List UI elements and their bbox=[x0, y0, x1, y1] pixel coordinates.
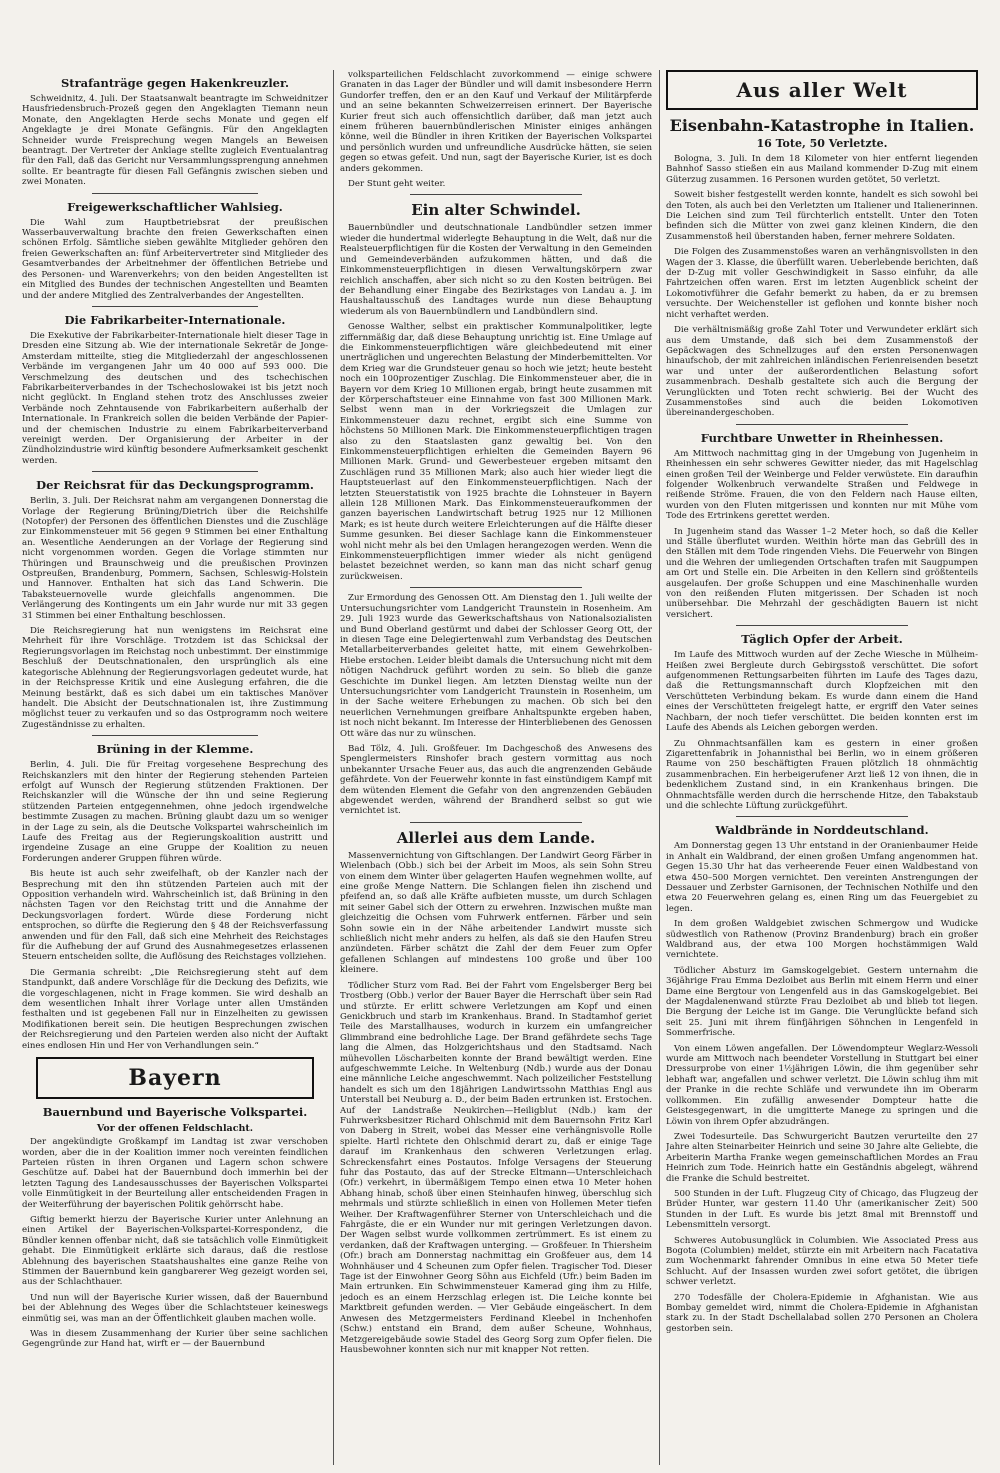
article-paragraph: Bologna, 3. Juli. In dem 18 Kilometer von hier entfernt liegenden Bahnhof Sasso stießen ein aus Mailand kommender D-Zug mit einem Güterzug zusammen. 16 Personen wurden getötet, 50 verletzt. bbox=[666, 154, 978, 185]
divider bbox=[92, 735, 258, 736]
section-title-bayern: Bayern bbox=[36, 1057, 314, 1099]
article-heading: Freigewerkschaftlicher Wahlsieg. bbox=[67, 199, 283, 214]
article-subheading: Vor der offenen Feldschlacht. bbox=[96, 1123, 254, 1135]
article-paragraph: Schweidnitz, 4. Juli. Der Staatsanwalt beantragte im Schweidnitzer Hausfriedensbruch-Prozeß gegen den Angeklagten Tiemann neun Monate, den Angeklagten Herde sechs Monate und gegen elf Angeklagte je drei Monate Gefängnis. Für den Angeklagten Schneider wurde Freisprechung wegen Mangels an Beweisen beantragt. Der Vertreter der Anklage stellte zugleich Eventualantrag für den Fall, daß das Gericht nur Versammlungssprengung annehmen sollte. Er beantragte für diesen Fall Gefängnis zwischen sieben und zwei Monaten. bbox=[22, 94, 328, 188]
article-paragraph: Am Mittwoch nachmittag ging in der Umgebung von Jugenheim in Rheinhessen ein sehr schweres Gewitter nieder, das mit Hagelschlag einen großen Teil der Weinberge und Felder verwüstete. Ein daraufhin folgender Wolkenbruch verwandelte Straßen und Feldwege in reißende Ströme. Frauen, die von den Feldern nach Hause eilten, wurden von den Fluten mitgerissen und konnten nur mit Mühe vom Tode des Ertrinkens gerettet werden. bbox=[666, 448, 978, 522]
divider bbox=[410, 194, 582, 195]
article-paragraph: Die Reichsregierung hat nun wenigstens im Reichsrat eine Mehrheit für ihre Vorschläge. Trotzdem ist das Schicksal der Regierungsvorlagen im Reichstag noch unbestimmt. Der einstimmige Beschluß der Deutschnationalen, den ursprünglich als eine kategorische Ablehnung der Regierungsvorlagen gedeutet wurde, hat in der Reichspresse Kritik und eine Auslegung erfahren, die die Meinung bestärkt, daß es sich dabei um ein taktisches Manöver handelt. Die Absicht der Deutschnationalen ist, ihre Zustimmung möglichst teuer zu verkaufen und so das Ostprogramm noch weitere Zugeständnisse zu erhalten. bbox=[22, 626, 328, 730]
article-heading: Der Reichsrat für das Deckungsprogramm. bbox=[36, 478, 314, 493]
article-paragraph: Am Donnerstag gegen 13 Uhr entstand in der Oranienbaumer Heide in Anhalt ein Waldbrand, der einen großen Umfang angenommen hat. Gegen 15.30 Uhr hat das verheerende Feuer einen Waldbestand von etwa 450–500 Morgen vernichtet. Den vereinten Anstrengungen der Dessauer und Zerbster Garnisonen, der Technischen Nothilfe und den etwa 20 Feuerwehren gelang es, einen Ring um das Feuergebiet zu legen. bbox=[666, 841, 978, 914]
article-paragraph: In dem großen Waldgebiet zwischen Schmergow und Wudicke südwestlich von Rathenow (Provinz Brandenburg) brach ein großer Waldbrand aus, der etwa 100 Morgen hochstämmigen Wald vernichtete. bbox=[666, 919, 978, 961]
article-paragraph: Bad Tölz, 4. Juli. Großfeuer. Im Dachgeschoß des Anwesens des Spenglermeisters Rinshofer brach gestern vormittag aus noch unbekannter Ursache Feuer aus, das auch die angrenzenden Gebäude gefährdete. Von der Feuerwehr konnte in fast einstündigem Kampf mit dem wütenden Element die Gefahr von den angrenzenden Gebäuden abgewendet werden, während der Brandherd selbst so gut wie vernichtet ist. bbox=[340, 743, 652, 817]
article-paragraph: volksparteilichen Feldschlacht zuvorkommend — einige schwere Granaten in das Lager der Bündler und will damit insbesondere Herrn Gundorfer treffen, den er an den Kauf und Verkauf der Militärpferde und an seine bekannten Schweizerreisen erinnert. Der Bayerische Kurier freut sich auch offensichtlich darüber, daß man jetzt auch einem früheren bauernbündlerischen Minister einiges anhängen könne, weil die Bündler in ihren Kritiken der Bayerischen Volkspartei und persönlich wurden und unfreundliche Ausdrücke hätten, sie seien gegen so etwas gefeit. Und nun, sagt der Bayerische Kurier, ist es doch anders gekommen. bbox=[340, 70, 652, 174]
column-3 bbox=[666, 70, 978, 1465]
article-heading: Furchtbare Unwetter in Rheinhessen. bbox=[700, 430, 944, 445]
divider bbox=[736, 424, 908, 425]
divider bbox=[736, 625, 908, 626]
article-heading: Brüning in der Klemme. bbox=[96, 742, 254, 757]
article-paragraph: Die Exekutive der Fabrikarbeiter-Internationale hielt dieser Tage in Dresden eine Sitzung ab. Wie der internationale Sekretär de Jonge-Amsterdam mitteilte, stieg die Mitgliederzahl der angeschlossenen Verbände im vergangenen Jahr um 40 000 auf 593 000. Die Verschmelzung des deutschen und des tschechischen Fabrikarbeiterverbandes in der Tschechoslowakei ist bis jetzt noch nicht geglückt. In England stehen trotz des Anschlusses zweier Verbände noch Zehntausende von Fabrikarbeitern außerhalb der Internationale. In Frankreich sollen die beiden Verbände der Papier- und der chemischen Industrie zu einem Fabrikarbeiterverband vereinigt werden. Der Organisierung der Arbeiter in der Zündholzindustrie wird künftig besondere Aufmerksamkeit geschenkt werden. bbox=[22, 330, 328, 466]
article-paragraph: Die Folgen des Zusammenstoßes waren an verhängnisvollsten in den Wagen der 3. Klasse, die überfüllt waren. Ueberlebende berichten, daß der D-Zug mit voller Geschwindigkeit in Sasso einfuhr, da alle Fahrtzeichen offen waren. Erst im letzten Augenblick scheint der Lokomotivführer die Gefahr bemerkt zu haben, da er zu bremsen versuchte. Der Weichensteller ist geflohen und konnte bisher noch nicht verhaftet werden. bbox=[666, 247, 978, 320]
article-paragraph: Tödlicher Absturz im Gamskogelgebiet. Gestern unternahm die 36jährige Frau Emma Dezloibet aus Berlin mit einem Herrn und einer Dame eine Bergtour von Lengenfeld aus in das Gamskogelgebiet. Bei der Magdalenenwand stürzte Frau Dezloibet ab und blieb tot liegen. Die Bergung der Leiche ist im Gange. Die Verunglückte befand sich seit 25. Juni mit ihrem fünfjährigen Söhnchen in Lengenfeld in Sommerfrische. bbox=[666, 965, 978, 1039]
article-paragraph: Berlin, 4. Juli. Die für Freitag vorgesehene Besprechung des Reichskanzlers mit den hinter der Regierung stehenden Parteien erfolgt auf Wunsch der Regierung stützenden Fraktionen. Der Reichskanzler will die Wünsche der ihn und seine Regierung stützenden Parteien entgegennehmen, ohne jedoch irgendwelche bestimmte Zusagen zu machen. Brüning glaubt dazu um so weniger in der Lage zu sein, als die Deutsche Volkspartei wahrscheinlich im Laufe des Freitag aus der Regierungskoalition austritt und irgendeine Zusage an eine Gruppe der Koalition zu neuen Forderungen anderer Gruppen führen würde. bbox=[22, 760, 328, 864]
divider bbox=[92, 306, 258, 307]
article-heading: Ein alter Schwindel. bbox=[411, 201, 581, 220]
article-paragraph: Bauernbündler und deutschnationale Landbündler setzen immer wieder die hundertmal widerlegte Behauptung in die Welt, daß nur die Realsteuerpflichtigen für die Kosten der Verwaltung in den Gemeinden und Gemeindeverbänden aufzukommen hätten, und daß die Einkommensteuerpflichtigen in diesen Verwaltungskörpern zwar reichlich anschaffen, aber sich nicht so zu den Kosten beitrügen. Bei der Behandlung einer Eingabe des Bezirkstages von Landau a. J. im Haushaltausschuß des Landtages wurde nun diese Behauptung wiederum als von Bauernbündlern und Landbündlern sind. bbox=[340, 223, 652, 317]
column-rule bbox=[333, 70, 334, 1465]
article-paragraph: Zwei Todesurteile. Das Schwurgericht Bautzen verurteilte den 27 Jahre alten Steinarbeiter Heinrich und seine 30 Jahre alte Geliebte, die Arbeiterin Martha Franke wegen gemeinschaftlichen Mordes an Frau Heinrich zum Tode. Heinrich hatte ein Geständnis abgelegt, während die Franke die Schuld bestreitet. bbox=[666, 1131, 978, 1184]
article-paragraph: Der Stunt geht weiter. bbox=[348, 179, 446, 190]
article-paragraph: Die Germania schreibt: „Die Reichsregierung steht auf dem Standpunkt, daß andere Vorschläge für die Deckung des Defizits, wie die vorgeschlagenen, nicht in Frage kommen. Sie wird deshalb an dem wesentlichen Inhalt ihrer Vorlage unter allen Umständen festhalten und ist gegebenen Fall nur in Einzelheiten zu gewissen Modifikationen bereit sein. Die heutigen Besprechungen zwischen der Reichsregierung und den Parteien werden also nicht der Auftakt eines endlosen Hin und Her von Verhandlungen sein.“ bbox=[22, 967, 328, 1051]
divider bbox=[410, 587, 582, 588]
article-paragraph: Zu Ohnmachtsanfällen kam es gestern in einer großen Zigarettenfabrik in Johannisthal bei Berlin, wo in einem größeren Raume von 250 beschäftigten Frauen plötzlich 18 ohnmächtig zusammenbrachen. Ein herbeigerufener Arzt ließ 12 von ihnen, die in bedenklichem Zustand sind, in ein Krankenhaus bringen. Die Ohnmachtsfälle werden durch die herrschende Hitze, den Tabakstaub und die schlechte Lüftung zurückgeführt. bbox=[666, 738, 978, 811]
column-1 bbox=[22, 70, 328, 1465]
divider bbox=[410, 822, 582, 823]
article-paragraph: Im Laufe des Mittwoch wurden auf der Zeche Wiesche in Mülheim-Heißen zwei Bergleute durch Gebirgsstoß verschüttet. Die sofort aufgenommenen Rettungsarbeiten führten im Laufe des Tages dazu, daß die Rettungsmannschaft durch Klopfzeichen mit den Verschütteten Verbindung bekam. Es wurde dann einem die Hand eines der Verschütteten freigelegt hatte, er ergriff den Vater seines Nachbarn, der noch tiefer verschüttet. Die beiden konnten erst im Laufe des Abends als Leichen geborgen werden. bbox=[666, 650, 978, 734]
main-subheadline: 16 Tote, 50 Verletzte. bbox=[756, 137, 888, 150]
article-heading: Strafanträge gegen Hakenkreuzler. bbox=[60, 76, 290, 90]
article-paragraph: Giftig bemerkt hierzu der Bayerische Kurier unter Anlehnung an einen Artikel der Bayerischen-Volkspartei-Korrespondenz, die Bündler kennen offenbar nicht, daß sie tatsächlich volle Einmütigkeit gehabt. Die Einmütigkeit erklärte sich daraus, daß die restlose Ablehnung des bayerischen Staatshaushaltes eine ganze Reihe von Stimmen der Bauernbund kein gangbarerer Weg gezeigt worden sei, aus der Schlachthauer. bbox=[22, 1214, 328, 1288]
column-2 bbox=[340, 70, 652, 1465]
column-rule bbox=[659, 70, 660, 1465]
article-paragraph: Massenvernichtung von Giftschlangen. Der Landwirt Georg Färber in Wielenbach (Obb.) sich bei der Arbeit im Moos, als sein Sohn Streu von einem dem Winter über gelagerten Haufen wegnehmen wollte, auf eine große Menge Nattern. Die Schlangen fielen ihn zischend und pfeifend an, so daß alle Kräfte aufbieten musste, um durch Schlagen mit seiner Gabel sich der Ottern zu erwehren. Inzwischen mußte man gleichzeitig die Ochsen vom Fuhrwerk entfernen. Färber und sein Sohn sowie ein in der Nähe arbeitender Landwirt musste sich schließlich nicht mehr anders zu helfen, als daß sie den Haufen Streu anzündeten. Färber schätzt die Zahl der dem Feuer zum Opfer gefallenen Schlangen auf mindestens 100 große und über 100 kleinere. bbox=[340, 850, 652, 976]
article-paragraph: Von einem Löwen angefallen. Der Löwendompteur Weglarz-Wessoli wurde am Mittwoch nach beendeter Vorstellung in Stuttgart bei einer Dressurprobe von einer 1½jährigen Löwin, die ihm gegenüber sehr lebhaft war, angefallen und schwer verletzt. Die Löwin schlug ihm mit der Pranke in die rechte Schläfe und verwundete ihn im Oberarm vollkommen. Ein zufällig anwesender Dompteur hatte die Geistesgegenwart, in die umgitterte Manege zu springen und die Löwin von ihrem Opfer abzudrängen. bbox=[666, 1043, 978, 1127]
article-paragraph: Schweres Autobusunglück in Columbien. Wie Associated Press aus Bogota (Columbien) meldet, stürzte ein mit Arbeitern nach Facatativa zum Wochenmarkt fahrender Omnibus in eine etwa 50 Meter tiefe Schlucht. Auf der Insassen wurden zwei sofort getötet, die übrigen schwer verletzt. bbox=[666, 1235, 978, 1288]
article-paragraph: Und nun will der Bayerische Kurier wissen, daß der Bauernbund bei der Ablehnung des Weges über die Schlachtsteuer keineswegs einmütig sei, was man an der Öffentlichkeit glauben machen wolle. bbox=[22, 1292, 328, 1324]
article-paragraph: Die Wahl zum Hauptbetriebsrat der preußischen Wasserbauverwaltung brachte den freien Gewerkschaften einen schönen Erfolg. Sämtliche sieben gewählte Mitglieder gehören den freien Gewerkschaften an: fünf Arbeitervertreter sind Mitglieder des Gesamtverbandes der Arbeitnehmer der öffentlichen Betriebe und des Personen- und Warenverkehrs; von den beiden Angestellten ist ein Mitglied des Bundes der technischen Angestellten und Beamten und der andere Mitglied des Zentralverbandes der Angestellten. bbox=[22, 217, 328, 301]
article-paragraph: 270 Todesfälle der Cholera-Epidemie in Afghanistan. Wie aus Bombay gemeldet wird, nimmt die Cholera-Epidemie in Afghanistan stark zu. In der Stadt Dschellalabad sollen 270 Personen an Cholera gestorben sein. bbox=[666, 1292, 978, 1334]
divider bbox=[92, 193, 258, 194]
main-headline: Eisenbahn-Katastrophe in Italien. bbox=[669, 116, 975, 135]
article-paragraph: Genosse Walther, selbst ein praktischer Kommunalpolitiker, legte ziffernmäßig dar, daß diese Behauptung unrichtig ist. Eine Umlage auf die Einkommensteuerpflichtigen wäre gleichbedeutend mit einer unerträglichen und ungerechten Belastung der Minderbemittelten. Vor dem Krieg war die Grundsteuer genau so hoch wie jetzt; heute besteht noch ein 100prozentiger Zuschlag. Die Einkommensteuer aber, die in Bayern vor dem Krieg 10 Millionen ergab, bringt heute zusammen mit der Körperschaftsteuer eine Einnahme von fast 300 Millionen Mark. Selbst wenn man in der Vorkriegszeit die Umlagen zur Einkommensteuer dazu rechnet, ergibt sich eine Summe von höchstens 50 Millionen Mark. Die Einkommensteuerpflichtigen tragen also zu den Staatslasten ganz gewaltig bei. Von den Einkommensteuerpflichtigen erhielten die Gemeinden Bayern 96 Millionen Mark. Grund- und Gewerbesteuer ergeben mitsamt den Zuschlägen rund 35 Millionen Mark; also auch hier wieder liegt die Hauptsteuerlast auf den Einkommensteuerpflichtigen. Nach der letzten Steuerstatistik von 1925 brachte die Lohnsteuer in Bayern allein 128 Millionen Mark. Das Einkommensteueraufkommen der ganzen bayerischen Landwirtschaft betrug 1925 nur 12 Millionen Mark; es ist heute durch weitere Erleichterungen auf die Hälfte dieser Summe gesunken. Bei dieser Sachlage kann die Einkommensteuer wohl nicht mehr als bei den Umlagen herangezogen werden. Wenn die Einkommensteuerpflichtigen immer wieder als nicht genügend belastet bezeichnet werden, so kann man das nicht scharf genug zurückweisen. bbox=[340, 322, 652, 582]
article-paragraph: Tödlicher Sturz vom Rad. Bei der Fahrt vom Engelsberger Berg bei Trostberg (Obb.) verlor der Bauer Bayer die Herrschaft über sein Rad und stürzte. Er erlitt schwere Verletzungen am Kopf und einen Genickbruch und starb im Krankenhaus. Brand. In Stadtamhof geriet Teile des Marstallhauses, wodurch in kurzem ein umfangreicher Glimmbrand eine bedrohliche Lage. Der Brand gefährdete sechs Tage lang die Almen, das Holzgerichtshaus und den Stadtsamd. Nach mühevollen Löscharbeiten konnte der Brand bewältigt werden. Eine aufgeschwemmte Leiche. In Weltenburg (Ndb.) wurde aus der Donau eine männliche Leiche angeschwemmt. Nach polizeilicher Feststellung handelt es sich um den 18jährigen Landwirtssohn Matthias Engl aus Unterstall bei Neuburg a. D., der beim Baden ertrunken ist. Erstochen. Auf der Landstraße Neukirchen—Heiligblut (Ndb.) kam der Fuhrwerksbesitzer Richard Ohlschmid mit dem Bauernsohn Fritz Karl von Daberg in Streit, wobei das Messer eine verhängnisvolle Rolle spielte. Hartl richtete den Ohlschmid derart zu, daß er einige Tage darauf im Krankenhaus den schweren Verletzungen erlag. Schreckensfahrt eines Postautos. Infolge Versagens der Steuerung fuhr das Postauto, das auf der Strecke Eltmann—Unterschleichach (Ofr.) verkehrt, in übermäßigem Tempo einen etwa 10 Meter hohen Abhang hinab, schoß über einen Steinhaufen hinweg, überschlug sich mehrmals und stürzte schließlich in einen von Hollemen Meter tiefen Weiher. Der Kraftwagenführer Sterner von Unterschleichach und die Fahrgäste, die er ein Wunder nur mit geringen Verletzungen davon. Der Wagen selbst wurde vollkommen zertrümmert. Es ist einem zu verdanken, daß der Kraftwagen unterging. — Großfeuer. In Thiersheim (Ofr.) brach am Donnerstag nachmittag ein Großfeuer aus, dem 14 Wohnhäuser und 4 Scheunen zum Opfer fielen. Tragischer Tod. Dieser Tage ist der Einwohner Georg Söhn aus Eichfeld (Ufr.) beim Baden im Main ertrunken. Ein Schwimmensteuer Kamerad ging ihm zu Hilfe, jedoch es an einem Herzschlag erlegen ist. Die Leiche konnte bei Marktbreit gefunden werden. — Vier Gebäude eingeäschert. In dem Anwesen des Metzgermeisters Ferdinand Kleebel in Inchenhofen (Schw.) entstand ein Brand, dem außer Scheune, Wohnhaus, Metzgereigebäude sowie Stadel des Georg Sorg zum Opfer fielen. Die Hausbewohner konnten sich nur mit knapper Not retten. bbox=[340, 980, 652, 1355]
article-paragraph: Was in diesem Zusammenhang der Kurier über seine sachlichen Gegengründe zur Hand hat, wirft er — der Bauernbund bbox=[22, 1329, 328, 1350]
article-paragraph: In Jugenheim stand das Wasser 1–2 Meter hoch, so daß die Keller und Ställe überflutet wurden. Weithin hörte man das Gebrüll des in den Ställen mit dem Tode ringenden Viehs. Die Feuerwehr von Bingen und die Wehren der umliegenden Ortschaften trafen mit Saugpumpen am Ort und Stelle ein. Die Arbeiten in den Kellern sind größtenteils ausgelaufen. Der große Schuppen und eine Maschinenhalle wurden von den reißenden Fluten mitgerissen. Der Schaden ist noch unübersehbar. Die Mehrzahl der geschädigten Bauern ist nicht versichert. bbox=[666, 526, 978, 620]
article-paragraph: Bis heute ist auch sehr zweifelhaft, ob der Kanzler nach der Besprechung mit den ihn stützenden Parteien auch mit der Opposition verhandeln wird. Wahrscheinlich ist, daß Brüning in den nächsten Tagen vor den Reichstag tritt und die Annahme der Deckungsvorlagen fordert. Würde diese Forderung nicht entsprochen, so dürfte die Regierung den § 48 der Reichsverfassung anwenden und für den Fall, daß sich eine Mehrheit des Reichstages für die Aufhebung der auf Grund des Ausnahmegesetzes erlassenen Steuern entscheiden sollte, die Auflösung des Reichstages vollziehen. bbox=[22, 869, 328, 963]
article-heading: Die Fabrikarbeiter-Internationale. bbox=[64, 312, 286, 327]
article-heading: Täglich Opfer der Arbeit. bbox=[741, 632, 903, 647]
article-paragraph: Zur Ermordung des Genossen Ott. Am Dienstag den 1. Juli weilte der Untersuchungsrichter vom Landgericht Traunstein in Rosenheim. Am 29. Juli 1923 wurde das Gewerkschaftshaus von Nationalsozialisten und Bund Oberland gestürmt und dabei der Schlosser Georg Ott, der in diesen Tage eine Delegiertenwahl zum Verbandstag des Deutschen Metallarbeiterverbandes geleitet hatte, mit einem Gewehrkolben-Hiebe erstochen. Leider bleibt damals die Untersuchung nicht mit dem nötigen Nachdruck geführt worden zu sein. So blieb die ganze Geschichte im Dunkel liegen. Am letzten Dienstag weilte nun der Untersuchungsrichter vom Landgericht Traunstein in Rosenheim, um in der Sache weitere Erhebungen zu machen. Ob sich bei den neuerlichen Vernehmungen greifbare Anhaltspunkte ergeben haben, ist noch nicht bekannt. Im Interesse der Hinterbliebenen des Genossen Ott wäre das nur zu wünschen. bbox=[340, 593, 652, 739]
article-paragraph: 500 Stunden in der Luft. Flugzeug City of Chicago, das Flugzeug der Brüder Hunter, war gestern 11.40 Uhr (amerikanischer Zeit) 500 Stunden in der Luft. Es wurde bis jetzt 8mal mit Brennstoff und Lebensmitteln versorgt. bbox=[666, 1188, 978, 1231]
article-paragraph: Berlin, 3. Juli. Der Reichsrat nahm am vergangenen Donnerstag die Vorlage der Regierung Brüning/Dietrich über die Reichshilfe (Notopfer) der Personen des öffentlichen Dienstes und die Zuschläge zur Einkommensteuer mit 56 gegen 9 Stimmen bei einer Enthaltung an. Wesentliche Aenderungen an der Vorlage der Regierung sind nicht vorgenommen worden. Gegen die Vorlage stimmten nur Thüringen und Braunschweig und die preußischen Provinzen Ostpreußen, Brandenburg, Pommern, Sachsen, Schleswig-Holstein und Hannover. Enthalten hat sich das Land Schwerin. Die Tabaksteuernovelle wurde gleichfalls angenommen. Die Verlängerung des Kontingents um ein Jahr wurde nur mit 33 gegen 31 Stimmen bei einer Enthaltung beschlossen. bbox=[22, 496, 328, 621]
section-title-aus-aller-welt: Aus aller Welt bbox=[666, 70, 978, 110]
divider bbox=[736, 816, 908, 817]
article-paragraph: Soweit bisher festgestellt werden konnte, handelt es sich sowohl bei den Toten, als auch bei den Verletzten um Italiener und Italienerinnen. Die Leichen sind zum Teil fürchterlich entstellt. Unter den Toten befinden sich die Mütter von zwei ganz kleinen Kindern, die den Zusammenstoß heil überstanden haben, ferner mehrere Soldaten. bbox=[666, 190, 978, 242]
divider bbox=[92, 471, 258, 472]
article-heading: Bauernbund und Bayerische Volkspartei. bbox=[42, 1105, 308, 1120]
article-heading: Waldbrände in Norddeutschland. bbox=[715, 823, 929, 838]
article-paragraph: Der angekündigte Großkampf im Landtag ist zwar verschoben worden, aber die in der Koalition immer noch vereinten feindlichen Parteien rüsten in ihren Organen und Lagern schon schwere Geschütze auf. Dabei hat der Bauernbund doch immerhin bei der letzten Tagung des Landesausschusses der Bayerischen Volkspartei volle Einmütigkeit in der Beurteilung aller entscheidenden Fragen in der Weiterführung der bayerischen Politik gehörrscht habe. bbox=[22, 1137, 328, 1210]
article-paragraph: Die verhältnismäßig große Zahl Toter und Verwundeter erklärt sich aus dem Umstande, daß sich bei dem Zusammenstoß der Gepäckwagen des Schnellzuges auf den ersten Personenwagen hinaufschob, der mit zahlreichen inländischen Ferienreisenden besetzt war und unter der außerordentlichen Belastung sofort zusammenbrach. Deshalb gestaltete sich auch die Bergung der Verunglückten und Toten recht schwierig. Bei der Wucht des Zusammenstoßes sind auch die beiden Lokomotiven übereinandergeschoben. bbox=[666, 325, 978, 419]
article-heading: Allerlei aus dem Lande. bbox=[396, 828, 596, 847]
